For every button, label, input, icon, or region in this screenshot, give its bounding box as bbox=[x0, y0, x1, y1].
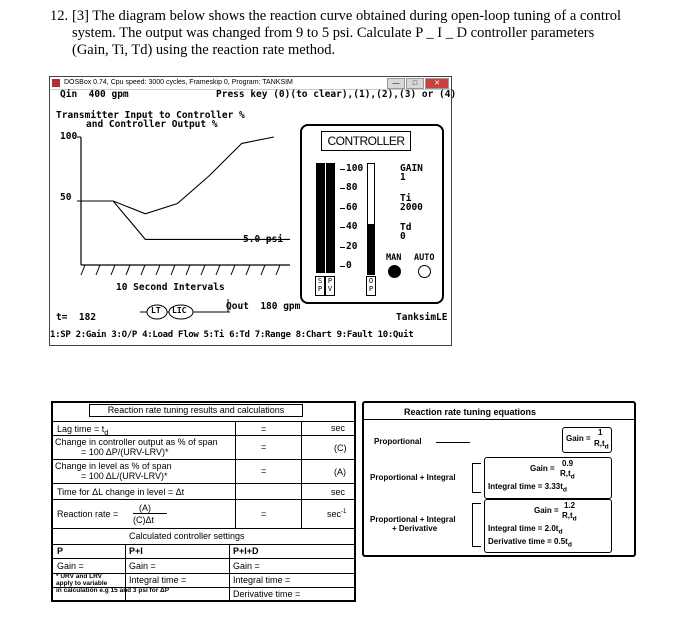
equations-title: Reaction rate tuning equations bbox=[404, 407, 537, 417]
row-line bbox=[53, 544, 354, 545]
output-change-unit: (C) bbox=[334, 443, 347, 453]
scale-20: 20 bbox=[346, 241, 358, 252]
lic-label: LIC bbox=[172, 306, 187, 315]
row-line bbox=[53, 558, 354, 559]
pid-gain-eq: Gain = bbox=[534, 506, 559, 515]
function-key-menu[interactable]: 1:SP 2:Gain 3:O/P 4:Load Flow 5:Ti 6:Td 7:Range 8:Chart 9:Fault 10:Quit bbox=[50, 330, 414, 340]
ti-value: 2000 bbox=[400, 202, 423, 213]
x-axis-tick bbox=[171, 265, 175, 275]
x-axis-tick bbox=[126, 265, 130, 275]
pi-denominator: $R,t_d$ bbox=[560, 469, 575, 481]
row-line bbox=[53, 483, 354, 484]
row-line bbox=[53, 421, 354, 422]
x-axis-tick bbox=[96, 265, 100, 275]
pv-bar bbox=[326, 163, 335, 273]
pid-label-1: Proportional + Integral bbox=[370, 515, 456, 524]
x-axis-tick bbox=[81, 265, 85, 275]
x-axis-tick bbox=[111, 265, 115, 275]
row-line bbox=[53, 459, 354, 460]
note-line3: in calculation e.g 15 and 3 psi for ΔP bbox=[56, 587, 170, 594]
output-change-label: Change in controller output as % of span bbox=[55, 437, 218, 447]
note-line1: * URV and LRV bbox=[56, 573, 102, 580]
op-tag: O P bbox=[366, 276, 376, 296]
x-axis-tick bbox=[141, 265, 145, 275]
lag-time-eq: = bbox=[261, 424, 267, 434]
qin-readout: Qin 400 gpm bbox=[60, 89, 129, 100]
pv-trend-line bbox=[81, 137, 274, 214]
settings-title: Calculated controller settings bbox=[129, 531, 245, 541]
chart-legend-line1: Transmitter Input to Controller % bbox=[56, 110, 245, 121]
scale-tick bbox=[340, 188, 345, 189]
pi-numerator: 0.9 bbox=[562, 459, 574, 468]
reaction-rate-label: Reaction rate = bbox=[57, 509, 119, 519]
output-change-eq: = bbox=[261, 442, 267, 452]
delta-t-unit: sec bbox=[331, 487, 346, 497]
pi-label: Proportional + Integral bbox=[370, 473, 456, 482]
td-value: 0 bbox=[400, 231, 406, 242]
level-change-eq: = bbox=[261, 466, 267, 476]
auto-radio[interactable] bbox=[418, 265, 431, 278]
x-axis-tick bbox=[261, 265, 265, 275]
col-pid: P+I+D bbox=[233, 546, 259, 556]
question bbox=[50, 8, 630, 58]
x-axis-tick bbox=[231, 265, 235, 275]
pi-gain-eq: Gain = bbox=[530, 464, 555, 473]
td-label: Td bbox=[400, 222, 412, 233]
row-line bbox=[53, 499, 354, 500]
lag-time-unit: sec bbox=[331, 423, 346, 433]
p-denominator: $R,t_d$ bbox=[594, 439, 609, 451]
fraction-bar bbox=[133, 513, 167, 514]
pv-tag: P V bbox=[325, 276, 335, 296]
dosbox-window bbox=[49, 76, 457, 346]
scale-0: 0 bbox=[346, 260, 352, 271]
trend-chart bbox=[50, 77, 300, 287]
pi-gain: Gain = bbox=[129, 561, 156, 571]
pid-numerator: 1.2 bbox=[564, 501, 576, 510]
scale-60: 60 bbox=[346, 202, 358, 213]
pi-bracket bbox=[472, 463, 481, 493]
reaction-rate-eq: = bbox=[261, 509, 267, 519]
question-text: [3] The diagram below shows the reaction curve obtained during open-loop tuning of a control system. The output was changed from 9 to 5 psi. Calculate P _ I _ D controller parameters (Gain, Ti, Td) using the reaction rate method. bbox=[72, 8, 621, 58]
chart-legend-line2: and Controller Output % bbox=[86, 119, 218, 130]
pid-gain: Gain = bbox=[233, 561, 260, 571]
col-line bbox=[229, 544, 230, 600]
gain-value: 1 bbox=[400, 172, 406, 183]
pid-bracket bbox=[472, 503, 481, 547]
man-radio[interactable] bbox=[388, 265, 401, 278]
time-readout: t= 182 bbox=[56, 312, 97, 323]
note-line2: apply to variable bbox=[56, 580, 108, 587]
x-axis-tick bbox=[186, 265, 190, 275]
x-axis-tick bbox=[201, 265, 205, 275]
qout-readout: Qout 180 gpm bbox=[226, 301, 301, 312]
calc-table-title: Reaction rate tuning results and calculations bbox=[89, 404, 303, 417]
level-change-formula: = 100 ΔL/(URV-LRV)* bbox=[81, 471, 168, 481]
pid-integral-time: Integral time = $2.0t_d$ bbox=[488, 524, 563, 536]
scale-tick bbox=[340, 208, 345, 209]
pid-derivative: Derivative time = bbox=[233, 589, 301, 599]
lt-label: LT bbox=[151, 306, 161, 315]
tanksim-label: TanksimLE bbox=[396, 312, 448, 323]
reaction-rate-numerator: (A) bbox=[139, 503, 151, 513]
equations-box bbox=[362, 401, 636, 557]
x-axis-label: 10 Second Intervals bbox=[116, 282, 225, 293]
man-label: MAN bbox=[386, 253, 402, 263]
pi-integral: Integral time = bbox=[129, 575, 187, 585]
pid-integral: Integral time = bbox=[233, 575, 291, 585]
maximize-icon[interactable]: □ bbox=[406, 78, 424, 89]
gain-label: GAIN bbox=[400, 163, 423, 174]
reaction-rate-unit: $\sec^{-1}$ bbox=[327, 509, 347, 519]
pid-denominator: $R,t_d$ bbox=[562, 511, 577, 523]
scale-tick bbox=[340, 169, 345, 170]
output-change-formula: = 100 ΔP/(URV-LRV)* bbox=[81, 447, 169, 457]
p-gain-eq: Gain = bbox=[566, 434, 591, 443]
col-pi: P+I bbox=[129, 546, 143, 556]
scale-40: 40 bbox=[346, 221, 358, 232]
scale-100: 100 bbox=[346, 163, 364, 174]
pi-integral-time: Integral time = $3.33t_d$ bbox=[488, 482, 567, 494]
psi-annotation: 5.0 psi bbox=[243, 234, 284, 245]
sp-tag: S P bbox=[315, 276, 325, 296]
controller-title: CONTROLLER bbox=[321, 131, 411, 151]
scale-tick bbox=[340, 247, 345, 248]
col-line bbox=[301, 421, 302, 528]
y-tick-100: 100 bbox=[60, 131, 78, 142]
auto-label: AUTO bbox=[414, 253, 435, 263]
op-bar-fill bbox=[368, 224, 374, 274]
ti-label: Ti bbox=[400, 193, 412, 204]
question-number: 12. bbox=[50, 8, 69, 24]
pid-label-2: + Derivative bbox=[392, 524, 438, 533]
minimize-icon[interactable]: — bbox=[387, 78, 405, 89]
proportional-label: Proportional bbox=[374, 437, 422, 446]
sp-bar bbox=[316, 163, 325, 273]
row-line bbox=[53, 528, 354, 529]
y-tick-50: 50 bbox=[60, 192, 72, 203]
x-axis-tick bbox=[156, 265, 160, 275]
x-axis-tick bbox=[216, 265, 220, 275]
lag-time-label: Lag time = $t_d$ bbox=[57, 424, 109, 437]
pid-derivative-time: Derivative time = $0.5t_d$ bbox=[488, 537, 572, 549]
delta-t-label: Time for ΔL change in level = Δt bbox=[57, 487, 185, 497]
p-gain: Gain = bbox=[57, 561, 84, 571]
calc-table bbox=[51, 401, 356, 602]
level-change-label: Change in level as % of span bbox=[55, 461, 172, 471]
scale-tick bbox=[340, 266, 345, 267]
press-key-prompt: Press key (0)(to clear),(1),(2),(3) or (4) bbox=[216, 89, 457, 100]
x-axis-tick bbox=[276, 265, 280, 275]
level-change-unit: (A) bbox=[334, 467, 346, 477]
col-p: P bbox=[57, 546, 64, 556]
dosbox-title: DOSBox 0.74, Cpu speed: 3000 cycles, Frameskip 0, Program: TANKSIM bbox=[64, 79, 293, 86]
p-numerator: 1 bbox=[598, 428, 603, 437]
x-axis-tick bbox=[246, 265, 250, 275]
scale-80: 80 bbox=[346, 182, 358, 193]
close-icon[interactable]: ✕ bbox=[425, 78, 449, 89]
col-line bbox=[235, 421, 236, 528]
scale-tick bbox=[340, 227, 345, 228]
title-divider bbox=[364, 419, 634, 420]
p-connector bbox=[436, 442, 470, 443]
reaction-rate-denominator: (C)Δt bbox=[133, 515, 155, 525]
